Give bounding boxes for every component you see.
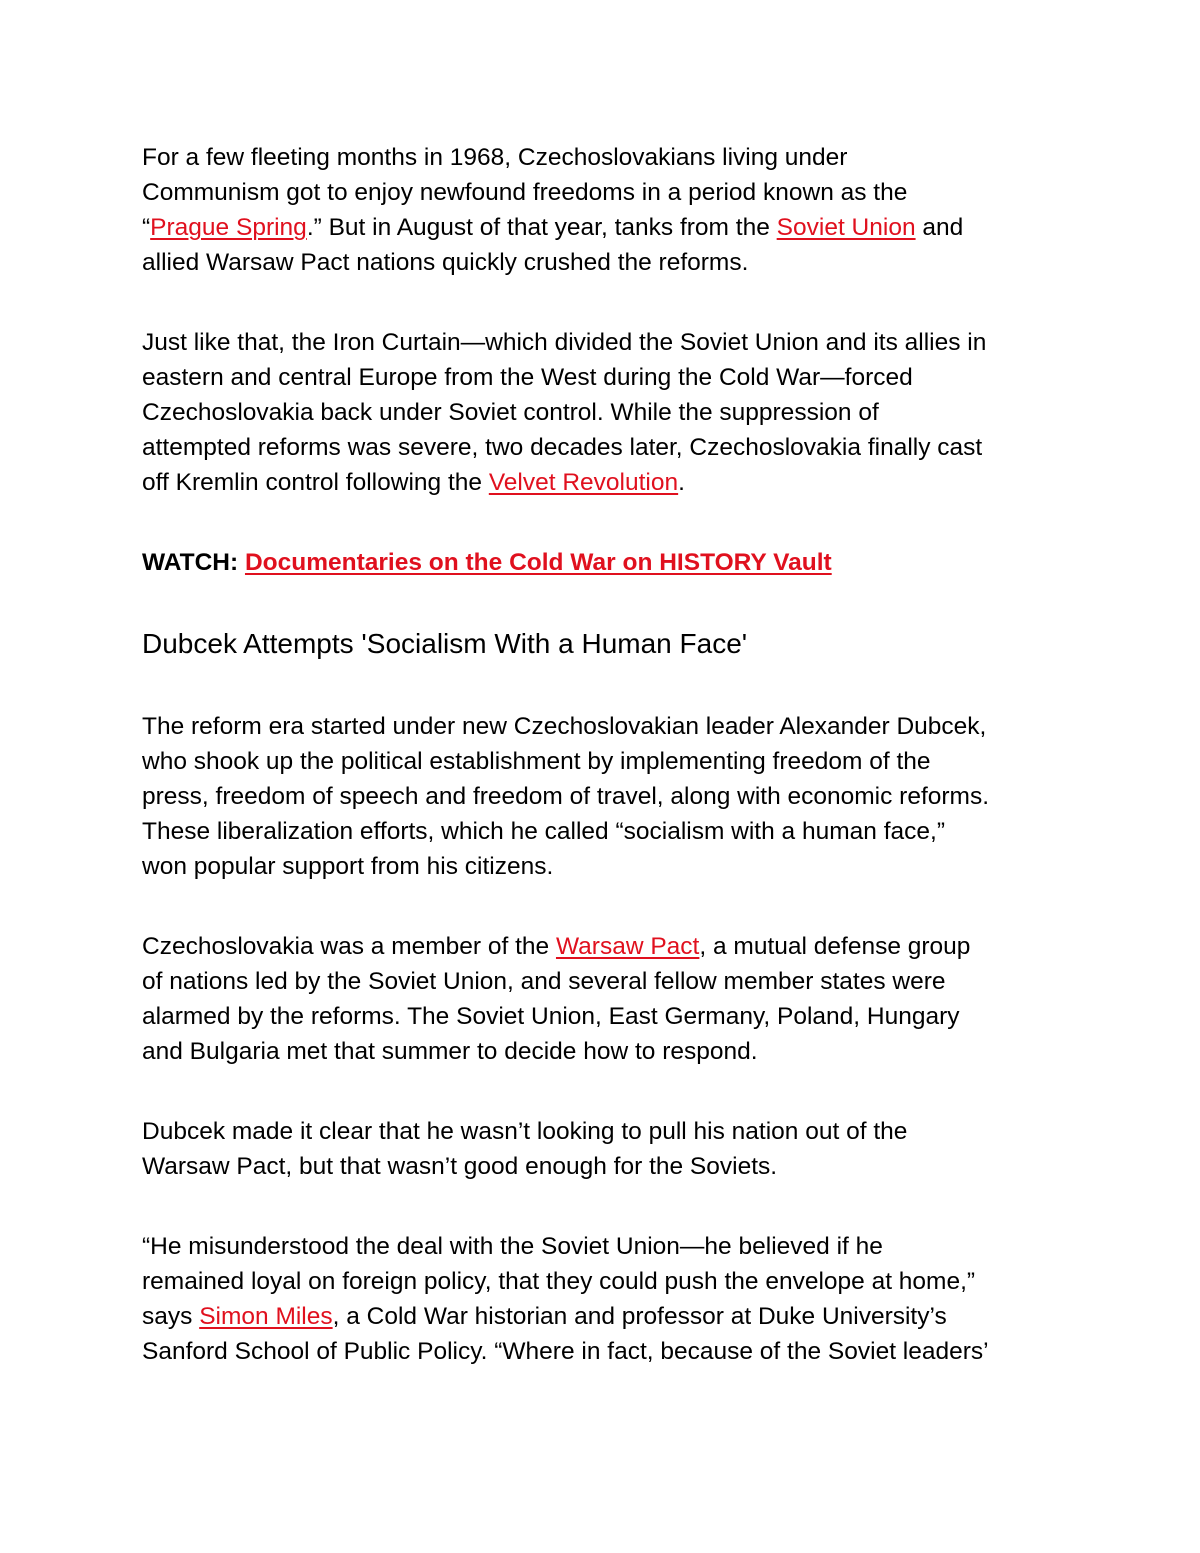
text-line: allied Warsaw Pact nations quickly crushed the reforms. <box>142 249 749 276</box>
link-warsaw-pact[interactable]: Warsaw Pact <box>555 933 700 960</box>
link-velvet-revolution[interactable]: Velvet Revolution <box>488 469 679 496</box>
text-fragment: , a Cold War historian and professor at Duke University’s <box>332 1303 947 1330</box>
text-line: Just like that, the Iron Curtain—which divided the Soviet Union and its allies in <box>142 329 987 356</box>
paragraph-warsaw-pact <box>142 929 1082 1069</box>
link-soviet-union[interactable]: Soviet Union <box>776 214 916 241</box>
text-line: Communism got to enjoy newfound freedoms in a period known as the <box>142 179 908 206</box>
text-line: “He misunderstood the deal with the Soviet Union—he believed if he <box>142 1233 883 1260</box>
paragraph-iron-curtain <box>142 325 1082 500</box>
text-line <box>142 929 1082 964</box>
text-fragment: “ <box>142 214 151 241</box>
text-line: won popular support from his citizens. <box>142 853 554 880</box>
paragraph-quote <box>142 1229 1082 1369</box>
text-line: Warsaw Pact, but that wasn’t good enough for the Soviets. <box>142 1153 778 1180</box>
text-line: alarmed by the reforms. The Soviet Union, East Germany, Poland, Hungary <box>142 1003 960 1030</box>
link-simon-miles[interactable]: Simon Miles <box>199 1303 333 1330</box>
text-line: For a few fleeting months in 1968, Czechoslovakians living under <box>142 144 848 171</box>
paragraph-intro <box>142 140 1082 280</box>
text-line <box>142 210 1082 245</box>
watch-callout <box>142 545 1082 580</box>
text-line: attempted reforms was severe, two decades later, Czechoslovakia finally cast <box>142 434 983 461</box>
text-line: The reform era started under new Czechoslovakian leader Alexander Dubcek, <box>142 713 987 740</box>
text-line: Sanford School of Public Policy. “Where in fact, because of the Soviet leaders’ <box>142 1338 989 1365</box>
link-history-vault[interactable]: Documentaries on the Cold War on HISTORY Vault <box>244 549 832 576</box>
text-fragment: and <box>915 214 964 241</box>
text-line: Dubcek made it clear that he wasn’t looking to pull his nation out of the <box>142 1118 908 1145</box>
text-line: and Bulgaria met that summer to decide how to respond. <box>142 1038 758 1065</box>
text-fragment: Czechoslovakia was a member of the <box>142 933 556 960</box>
text-line: remained loyal on foreign policy, that they could push the envelope at home,” <box>142 1268 976 1295</box>
text-fragment: . <box>678 469 685 496</box>
text-fragment: says <box>142 1303 200 1330</box>
link-prague-spring[interactable]: Prague Spring <box>150 214 307 241</box>
text-line: press, freedom of speech and freedom of travel, along with economic reforms. <box>142 783 990 810</box>
paragraph-reform-era <box>142 709 1082 884</box>
section-heading: Dubcek Attempts 'Socialism With a Human Face' <box>142 628 748 659</box>
paragraph-dubcek-clear <box>142 1114 1082 1184</box>
text-fragment: .” But in August of that year, tanks from the <box>306 214 777 241</box>
text-line: Czechoslovakia back under Soviet control. While the suppression of <box>142 399 879 426</box>
text-line: of nations led by the Soviet Union, and several fellow member states were <box>142 968 946 995</box>
text-line: eastern and central Europe from the West during the Cold War—forced <box>142 364 913 391</box>
text-line <box>142 465 1082 500</box>
text-fragment: , a mutual defense group <box>699 933 971 960</box>
article-body <box>142 140 1082 1369</box>
text-line <box>142 1299 1082 1334</box>
watch-label: WATCH: <box>142 549 245 576</box>
text-line: who shook up the political establishment by implementing freedom of the <box>142 748 931 775</box>
text-fragment: off Kremlin control following the <box>142 469 489 496</box>
text-line <box>142 545 1082 580</box>
text-line: These liberalization efforts, which he called “socialism with a human face,” <box>142 818 945 845</box>
